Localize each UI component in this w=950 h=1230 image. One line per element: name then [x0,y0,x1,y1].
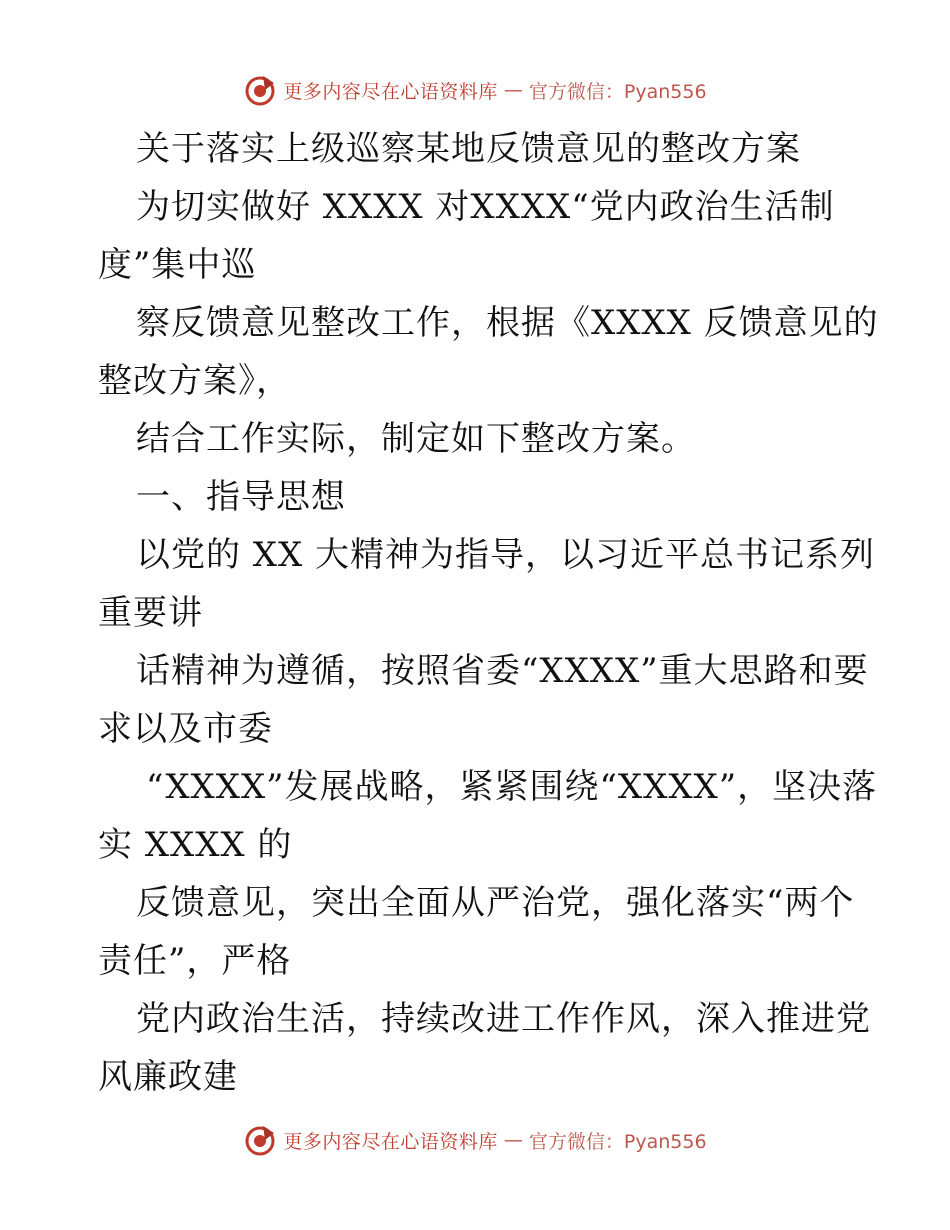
header-watermark [0,70,950,110]
paragraph-line: 重要讲 [98,593,203,633]
watermark-separator: — [503,1129,523,1151]
paragraph-line: 为切实做好 XXXX 对XXXX“党内政治生活制 [136,187,835,227]
section-heading: 一、指导思想 [136,477,346,517]
watermark-brand: 更多内容尽在心语资料库 [283,80,498,103]
paragraph-line: 风廉政建 [98,1057,238,1097]
paragraph-line: 以党的 XX 大精神为指导，以习近平总书记系列 [136,535,876,575]
paragraph-line: 实 XXXX 的 [98,825,293,865]
paragraph-line: 反馈意见，突出全面从严治党，强化落实“两个 [136,883,855,923]
paragraph-line: 察反馈意见整改工作，根据《XXXX 反馈意见的 [136,303,879,343]
paragraph-line: 党内政治生活，持续改进工作作风，深入推进党 [136,999,871,1039]
document-body [98,120,879,1106]
paragraph-line: 整改方案》， [98,361,291,401]
paragraph-line: 结合工作实际，制定如下整改方案。 [136,419,696,459]
watermark-separator: — [503,79,523,101]
watermark-brand: 更多内容尽在心语资料库 [283,1130,498,1153]
paragraph-line: 求以及市委 [98,709,273,749]
watermark-wechat: 官方微信：Pyan556 [528,80,707,103]
quill-ink-logo-icon [243,1123,277,1157]
watermark-wechat: 官方微信：Pyan556 [528,1130,707,1153]
paragraph-line: 话精神为遵循，按照省委“XXXX”重大思路和要 [136,651,869,691]
footer-watermark [0,1120,950,1160]
paragraph-line: “XXXX”发展战略，紧紧围绕“XXXX”，坚决落 [146,767,878,807]
paragraph-line: 责任”，严格 [98,941,292,981]
paragraph-line: 度”集中巡 [98,245,257,285]
quill-ink-logo-icon [243,73,277,107]
document-title: 关于落实上级巡察某地反馈意见的整改方案 [136,129,801,169]
